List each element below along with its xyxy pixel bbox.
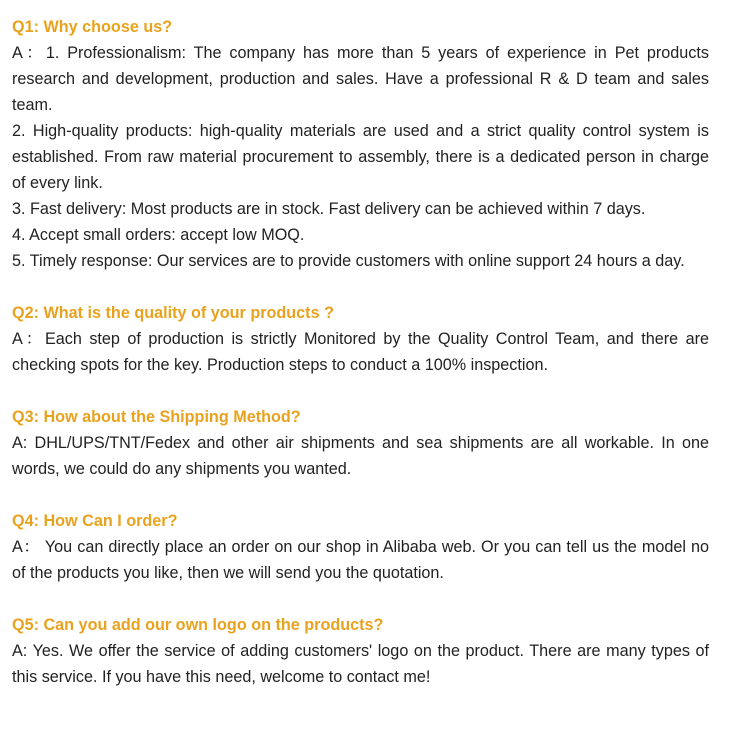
faq-item-q5 [12, 612, 709, 690]
faq-question: Q5: Can you add our own logo on the products? [12, 616, 384, 634]
faq-question: Q3: How about the Shipping Method? [12, 408, 301, 426]
faq-item-q3 [12, 404, 709, 482]
faq-item-q2 [12, 300, 709, 378]
faq-question: Q2: What is the quality of your products ? [12, 304, 334, 322]
faq-question: Q1: Why choose us? [12, 18, 173, 36]
faq-question: Q4: How Can I order? [12, 512, 178, 530]
faq-answer-line: A： You can directly place an order on our shop in Alibaba web. Or you can tell us the model no of the products you like, then we will send you the quotation. [12, 538, 709, 582]
faq-answer-line: A: DHL/UPS/TNT/Fedex and other air shipments and sea shipments are all workable. In one words, we could do any shipments you wanted. [12, 434, 709, 478]
faq-answer-line: 4. Accept small orders: accept low MOQ. [12, 226, 305, 244]
faq-answer-line: 5. Timely response: Our services are to provide customers with online support 24 hours a day. [12, 252, 685, 270]
faq-answer-line: A: Yes. We offer the service of adding customers' logo on the product. There are many types of this service. If you have this need, welcome to contact me! [12, 642, 709, 686]
faq-answer-line: 3. Fast delivery: Most products are in stock. Fast delivery can be achieved within 7 days. [12, 200, 646, 218]
faq-answer-line: A：Each step of production is strictly Monitored by the Quality Control Team, and there are checking spots for the key. Production steps to conduct a 100% inspection. [12, 330, 709, 374]
faq-answer-line: A：1. Professionalism: The company has more than 5 years of experience in Pet products research and development, production and sales. Have a professional R & D team and sales team. [12, 44, 709, 114]
faq-item-q1 [12, 14, 709, 274]
faq-answer-line: 2. High-quality products: high-quality materials are used and a strict quality control system is established. From raw material procurement to assembly, there is a dedicated person in charge of every link. [12, 122, 709, 192]
faq-item-q4 [12, 508, 709, 586]
